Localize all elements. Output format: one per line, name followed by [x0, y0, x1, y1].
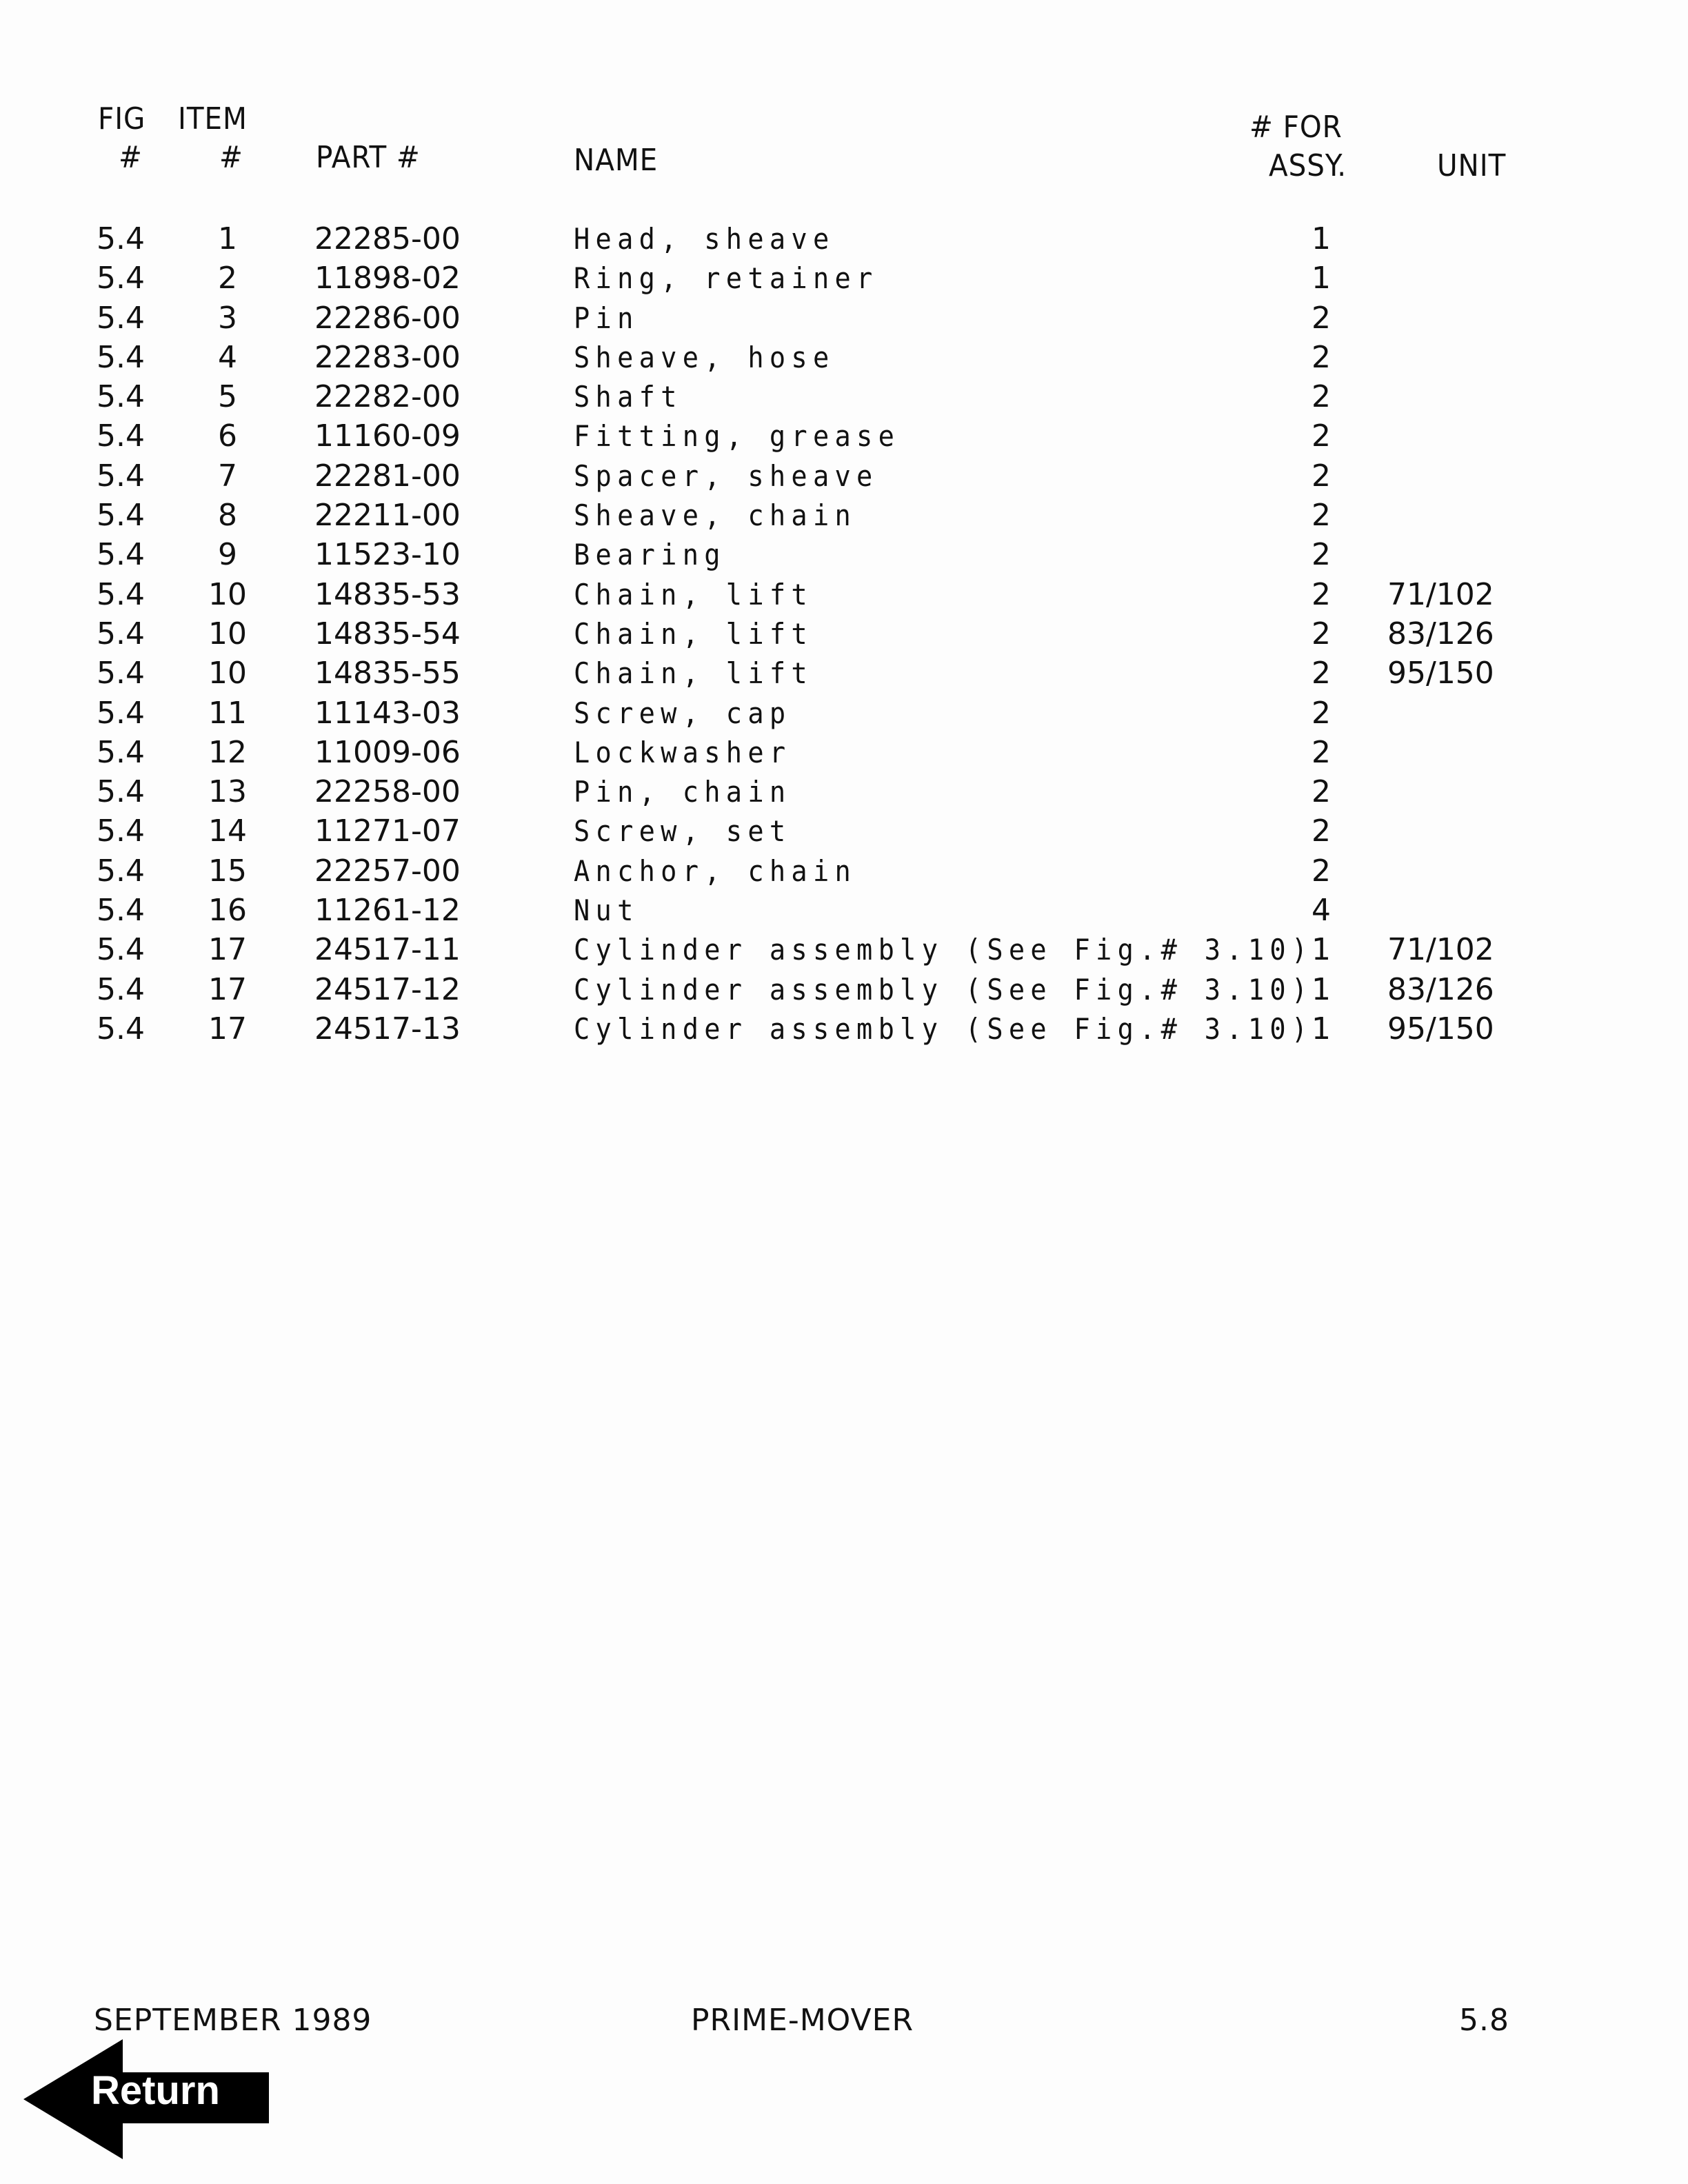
part-number: 14835-55 — [314, 656, 461, 691]
table-row — [0, 575, 1688, 614]
item-number: 17 — [208, 932, 247, 968]
table-row — [0, 851, 1688, 891]
unit: 83/126 — [1387, 971, 1494, 1007]
unit: 71/102 — [1387, 576, 1494, 612]
header-fig-hash: # — [119, 140, 143, 175]
assy-qty: 1 — [1312, 971, 1331, 1007]
fig-number: 5.4 — [97, 339, 145, 375]
fig-number: 5.4 — [97, 616, 145, 651]
fig-number: 5.4 — [97, 932, 145, 968]
fig-number: 5.4 — [97, 734, 145, 770]
assy-qty: 2 — [1312, 576, 1331, 612]
table-row — [0, 338, 1688, 377]
assy-qty: 1 — [1312, 1011, 1331, 1046]
part-name: Sheave, hose — [574, 340, 835, 374]
fig-number: 5.4 — [97, 893, 145, 929]
part-number: 11271-07 — [314, 813, 461, 849]
item-number: 2 — [218, 261, 237, 296]
assy-qty: 2 — [1312, 695, 1331, 731]
part-name: Cylinder assembly (See Fig.# 3.10) — [574, 1011, 1314, 1046]
item-number: 4 — [218, 339, 237, 375]
assy-qty: 2 — [1312, 813, 1331, 849]
part-number: 22285-00 — [314, 221, 461, 256]
item-number: 9 — [218, 537, 237, 573]
item-number: 10 — [208, 656, 247, 691]
unit: 95/150 — [1387, 656, 1494, 691]
table-row — [0, 416, 1688, 456]
part-name: Spacer, sheave — [574, 458, 878, 493]
part-number: 14835-54 — [314, 616, 461, 651]
part-number: 24517-11 — [314, 932, 461, 968]
header-item-hash: # — [219, 140, 243, 175]
header-assy-line2: ASSY. — [1269, 148, 1347, 183]
assy-qty: 2 — [1312, 656, 1331, 691]
part-name: Chain, lift — [574, 577, 813, 611]
part-number: 22281-00 — [314, 458, 461, 494]
table-row — [0, 614, 1688, 654]
part-name: Nut — [574, 893, 639, 928]
fig-number: 5.4 — [97, 261, 145, 296]
item-number: 10 — [208, 576, 247, 612]
unit: 71/102 — [1387, 932, 1494, 968]
fig-number: 5.4 — [97, 774, 145, 810]
assy-qty: 2 — [1312, 418, 1331, 454]
fig-number: 5.4 — [97, 458, 145, 494]
table-row — [0, 694, 1688, 733]
fig-number: 5.4 — [97, 498, 145, 534]
table-row — [0, 733, 1688, 772]
part-name: Fitting, grease — [574, 419, 901, 454]
fig-number: 5.4 — [97, 576, 145, 612]
table-row — [0, 259, 1688, 298]
part-number: 24517-12 — [314, 971, 461, 1007]
assy-qty: 2 — [1312, 339, 1331, 375]
part-number: 11523-10 — [314, 537, 461, 573]
table-row — [0, 535, 1688, 574]
fig-number: 5.4 — [97, 813, 145, 849]
part-name: Ring, retainer — [574, 261, 878, 296]
part-number: 22286-00 — [314, 300, 461, 336]
item-number: 7 — [218, 458, 237, 494]
assy-qty: 2 — [1312, 774, 1331, 810]
assy-qty: 2 — [1312, 734, 1331, 770]
assy-qty: 2 — [1312, 458, 1331, 494]
table-row — [0, 930, 1688, 969]
item-number: 8 — [218, 498, 237, 534]
table-row — [0, 654, 1688, 693]
item-number: 16 — [208, 893, 247, 929]
item-number: 5 — [218, 379, 237, 415]
fig-number: 5.4 — [97, 221, 145, 256]
fig-number: 5.4 — [97, 300, 145, 336]
assy-qty: 2 — [1312, 616, 1331, 651]
part-number: 22258-00 — [314, 774, 461, 810]
part-name: Pin — [574, 301, 639, 335]
item-number: 15 — [208, 853, 247, 889]
part-number: 24517-13 — [314, 1011, 461, 1046]
part-name: Screw, cap — [574, 696, 792, 730]
unit: 83/126 — [1387, 616, 1494, 651]
return-button[interactable] — [23, 2039, 272, 2159]
part-name: Screw, set — [574, 814, 792, 849]
part-name: Lockwasher — [574, 735, 792, 769]
table-row — [0, 811, 1688, 851]
assy-qty: 1 — [1312, 932, 1331, 968]
assy-qty: 2 — [1312, 853, 1331, 889]
item-number: 6 — [218, 418, 237, 454]
table-row — [0, 299, 1688, 338]
fig-number: 5.4 — [97, 1011, 145, 1046]
assy-qty: 1 — [1312, 261, 1331, 296]
part-number: 22283-00 — [314, 339, 461, 375]
table-row — [0, 772, 1688, 811]
table-row — [0, 219, 1688, 259]
table-row — [0, 496, 1688, 535]
table-row — [0, 1009, 1688, 1049]
item-number: 3 — [218, 300, 237, 336]
header-unit: UNIT — [1437, 148, 1507, 183]
item-number: 10 — [208, 616, 247, 651]
fig-number: 5.4 — [97, 971, 145, 1007]
part-name: Cylinder assembly (See Fig.# 3.10) — [574, 972, 1314, 1007]
part-name: Chain, lift — [574, 656, 813, 691]
return-label: Return — [91, 2068, 220, 2113]
part-number: 22257-00 — [314, 853, 461, 889]
item-number: 17 — [208, 1011, 247, 1046]
part-name: Head, sheave — [574, 222, 835, 256]
assy-qty: 4 — [1312, 893, 1331, 929]
part-name: Anchor, chain — [574, 853, 857, 888]
fig-number: 5.4 — [97, 537, 145, 573]
part-name: Pin, chain — [574, 775, 792, 809]
item-number: 14 — [208, 813, 247, 849]
assy-qty: 2 — [1312, 379, 1331, 415]
part-number: 11160-09 — [314, 418, 461, 454]
header-assy-line1: # FOR — [1249, 110, 1343, 145]
part-name: Sheave, chain — [574, 498, 857, 533]
assy-qty: 2 — [1312, 537, 1331, 573]
part-number: 11009-06 — [314, 734, 461, 770]
header-fig-label: FIG — [98, 101, 146, 136]
fig-number: 5.4 — [97, 656, 145, 691]
part-name: Cylinder assembly (See Fig.# 3.10) — [574, 933, 1314, 967]
table-row — [0, 891, 1688, 930]
fig-number: 5.4 — [97, 695, 145, 731]
part-number: 14835-53 — [314, 576, 461, 612]
assy-qty: 1 — [1312, 221, 1331, 256]
table-row — [0, 377, 1688, 416]
footer-title: PRIME-MOVER — [691, 2003, 914, 2038]
header-name: NAME — [574, 143, 659, 178]
fig-number: 5.4 — [97, 418, 145, 454]
item-number: 17 — [208, 971, 247, 1007]
item-number: 12 — [208, 734, 247, 770]
part-number: 11143-03 — [314, 695, 461, 731]
footer-date: SEPTEMBER 1989 — [94, 2003, 372, 2038]
fig-number: 5.4 — [97, 379, 145, 415]
part-name: Bearing — [574, 538, 726, 572]
part-name: Chain, lift — [574, 616, 813, 651]
assy-qty: 2 — [1312, 300, 1331, 336]
table-row — [0, 970, 1688, 1009]
part-number: 22282-00 — [314, 379, 461, 415]
part-number: 22211-00 — [314, 498, 461, 534]
header-part: PART # — [316, 140, 421, 175]
part-name: Shaft — [574, 380, 683, 414]
item-number: 1 — [218, 221, 237, 256]
part-number: 11261-12 — [314, 893, 461, 929]
parts-table — [0, 219, 1688, 1049]
header-item-label: ITEM — [178, 101, 248, 136]
unit: 95/150 — [1387, 1011, 1494, 1046]
footer-page-number: 5.8 — [1459, 2003, 1509, 2038]
item-number: 13 — [208, 774, 247, 810]
part-number: 11898-02 — [314, 261, 461, 296]
item-number: 11 — [208, 695, 247, 731]
table-row — [0, 456, 1688, 496]
assy-qty: 2 — [1312, 498, 1331, 534]
fig-number: 5.4 — [97, 853, 145, 889]
